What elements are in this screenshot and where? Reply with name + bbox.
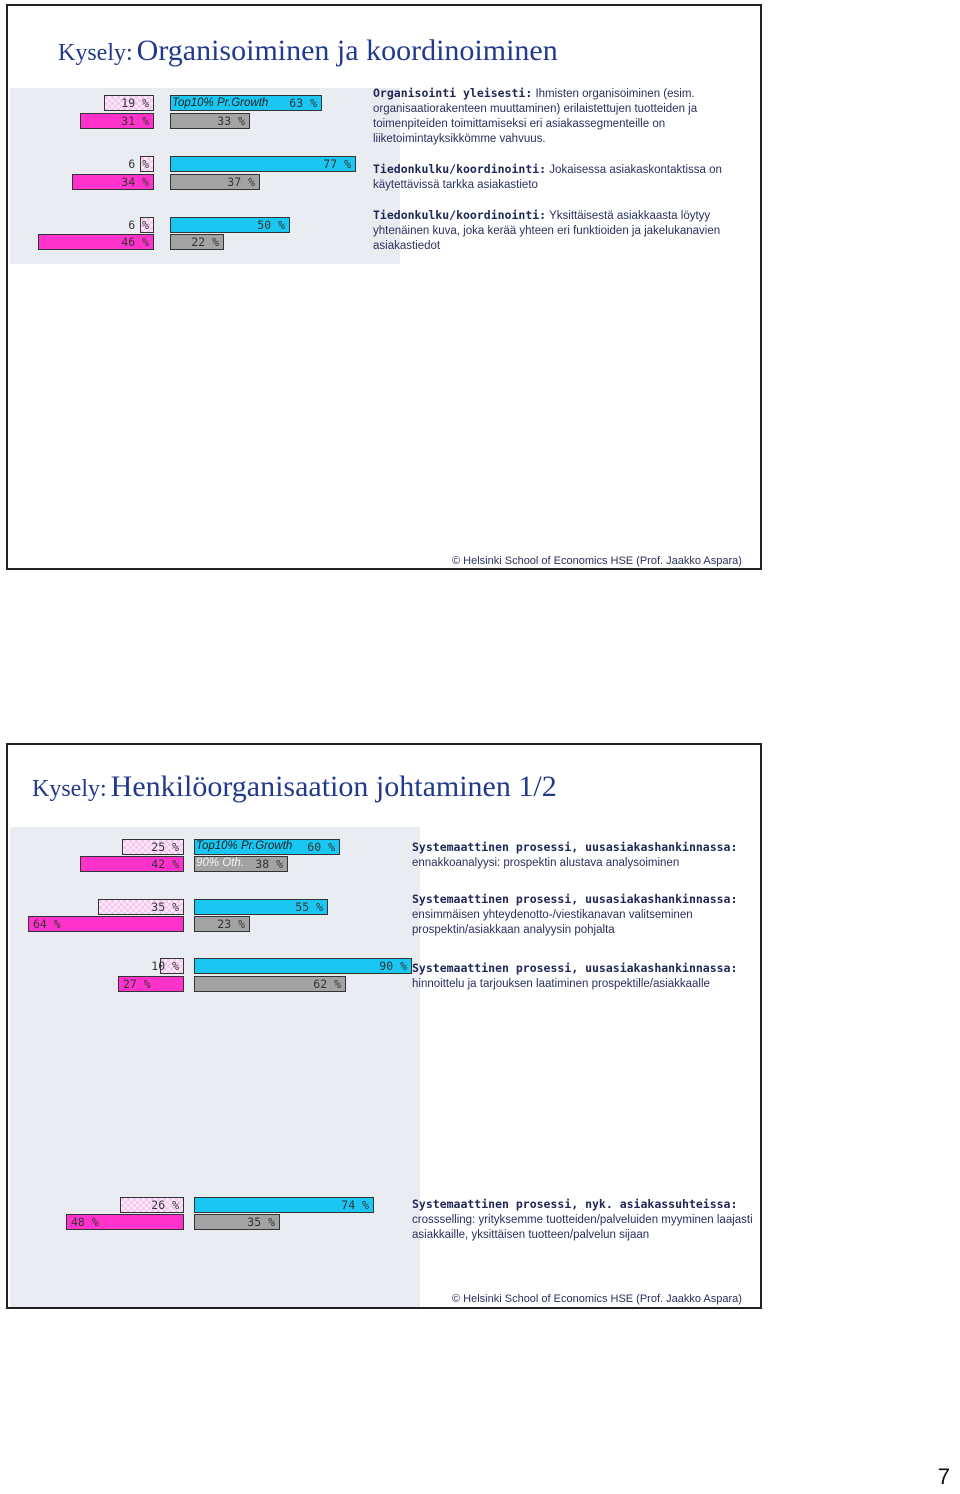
bar-pink-row1: 31 %	[80, 113, 154, 129]
bar-check-row2: 35 %	[98, 899, 184, 915]
slide-henkiloorganisaatio	[6, 743, 762, 1309]
bar-grey-row1: 33 %	[170, 113, 250, 129]
row1-description: Organisointi yleisesti: Ihmisten organisoiminen (esim. organisaatiorakenteen muuttaminen) erilaistettujen tuotteiden ja toimenpiteiden toimittamiseksi eri asiakassegmenteille on liiketoimintayksikkömme vahvuus.	[373, 86, 698, 145]
title-main: Organisoiminen ja koordinoiminen	[136, 34, 558, 67]
row3-description: Tiedonkulku/koordinointi: Yksittäisestä asiakkaasta löytyy yhtenäinen kuva, joka kerää yhteen eri funktioiden ja jakelukanavien asiakastiedot	[373, 208, 721, 252]
bar-cyan-row4: 74 %	[194, 1197, 374, 1213]
bar-check-row3: 6 %	[140, 217, 154, 233]
bar-cyan-row1: 63 %	[170, 95, 322, 111]
bar-pink-row2: 34 %	[72, 174, 154, 190]
title-prefix: Kysely:	[32, 776, 107, 802]
bar-pink-row1: 42 %	[80, 856, 184, 872]
bar-grey-row3: 62 %	[194, 976, 346, 992]
bar-grey-row4: 35 %	[194, 1214, 280, 1230]
bar-check-row1: 25 %	[122, 839, 184, 855]
slide-footer: © Helsinki School of Economics HSE (Prof. Jaakko Aspara)	[452, 555, 742, 567]
page-number: 7	[937, 1464, 950, 1489]
bar-check-row3: 10 %	[160, 958, 184, 974]
bar-check-row1: 19 %	[104, 95, 154, 111]
bar-cyan-row2: 77 %	[170, 156, 356, 172]
bar-cyan-row2: 55 %	[194, 899, 328, 915]
legend-top10: Top10% Pr.Growth	[196, 840, 293, 852]
bar-check-row4: 26 %	[120, 1197, 184, 1213]
title-main: Henkilöorganisaation johtaminen 1/2	[110, 770, 557, 803]
bar-grey-row2: 37 %	[170, 174, 260, 190]
bar-pink-row3: 27 %	[118, 976, 184, 992]
copyright-icon: ©	[452, 555, 461, 567]
bar-cyan-row3: 90 %	[194, 958, 412, 974]
bar-pink-row2: 64 %	[28, 916, 184, 932]
legend-others: 90% Oth.	[196, 857, 244, 869]
title-prefix: Kysely:	[58, 40, 133, 66]
slide-footer: © Helsinki School of Economics HSE (Prof. Jaakko Aspara)	[452, 1293, 742, 1305]
bar-cyan-row3: 50 %	[170, 217, 290, 233]
copyright-icon: ©	[452, 1293, 461, 1305]
bar-check-row2: 6 %	[140, 156, 154, 172]
bar-grey-row3: 22 %	[170, 234, 224, 250]
row2-description: Systemaattinen prosessi, uusasiakashankinnassa: ensimmäisen yhteydenotto-/viestikanavan valitseminen prospektin/asiakkaan analyysin pohjalta	[412, 892, 738, 936]
row3-description: Systemaattinen prosessi, uusasiakashankinnassa: hinnoittelu ja tarjouksen laatiminen prospektille/asiakkaalle	[412, 961, 738, 990]
row2-description: Tiedonkulku/koordinointi: Jokaisessa asiakaskontaktissa on käytettävissä tarkka asiakastieto	[373, 162, 722, 191]
bar-grey-row1: 38 %	[194, 856, 288, 872]
bar-pink-row3: 46 %	[38, 234, 154, 250]
legend-top10: Top10% Pr.Growth	[172, 97, 269, 109]
row4-description: Systemaattinen prosessi, nyk. asiakassuhteissa: crossselling: yrityksemme tuotteiden/palveluiden myyminen laajasti asiakkaille, yksittäisen tuotteen/palvelun sijaan	[412, 1197, 753, 1241]
bar-pink-row4: 48 %	[66, 1214, 184, 1230]
row1-description: Systemaattinen prosessi, uusasiakashankinnassa: ennakkoanalyysi: prospektin alustava analysoiminen	[412, 840, 738, 869]
bar-cyan-row1: 60 %	[194, 839, 340, 855]
bar-grey-row2: 23 %	[194, 916, 250, 932]
slide-title	[58, 36, 558, 66]
slide-title	[32, 772, 557, 802]
slide-organisoiminen	[6, 4, 762, 570]
